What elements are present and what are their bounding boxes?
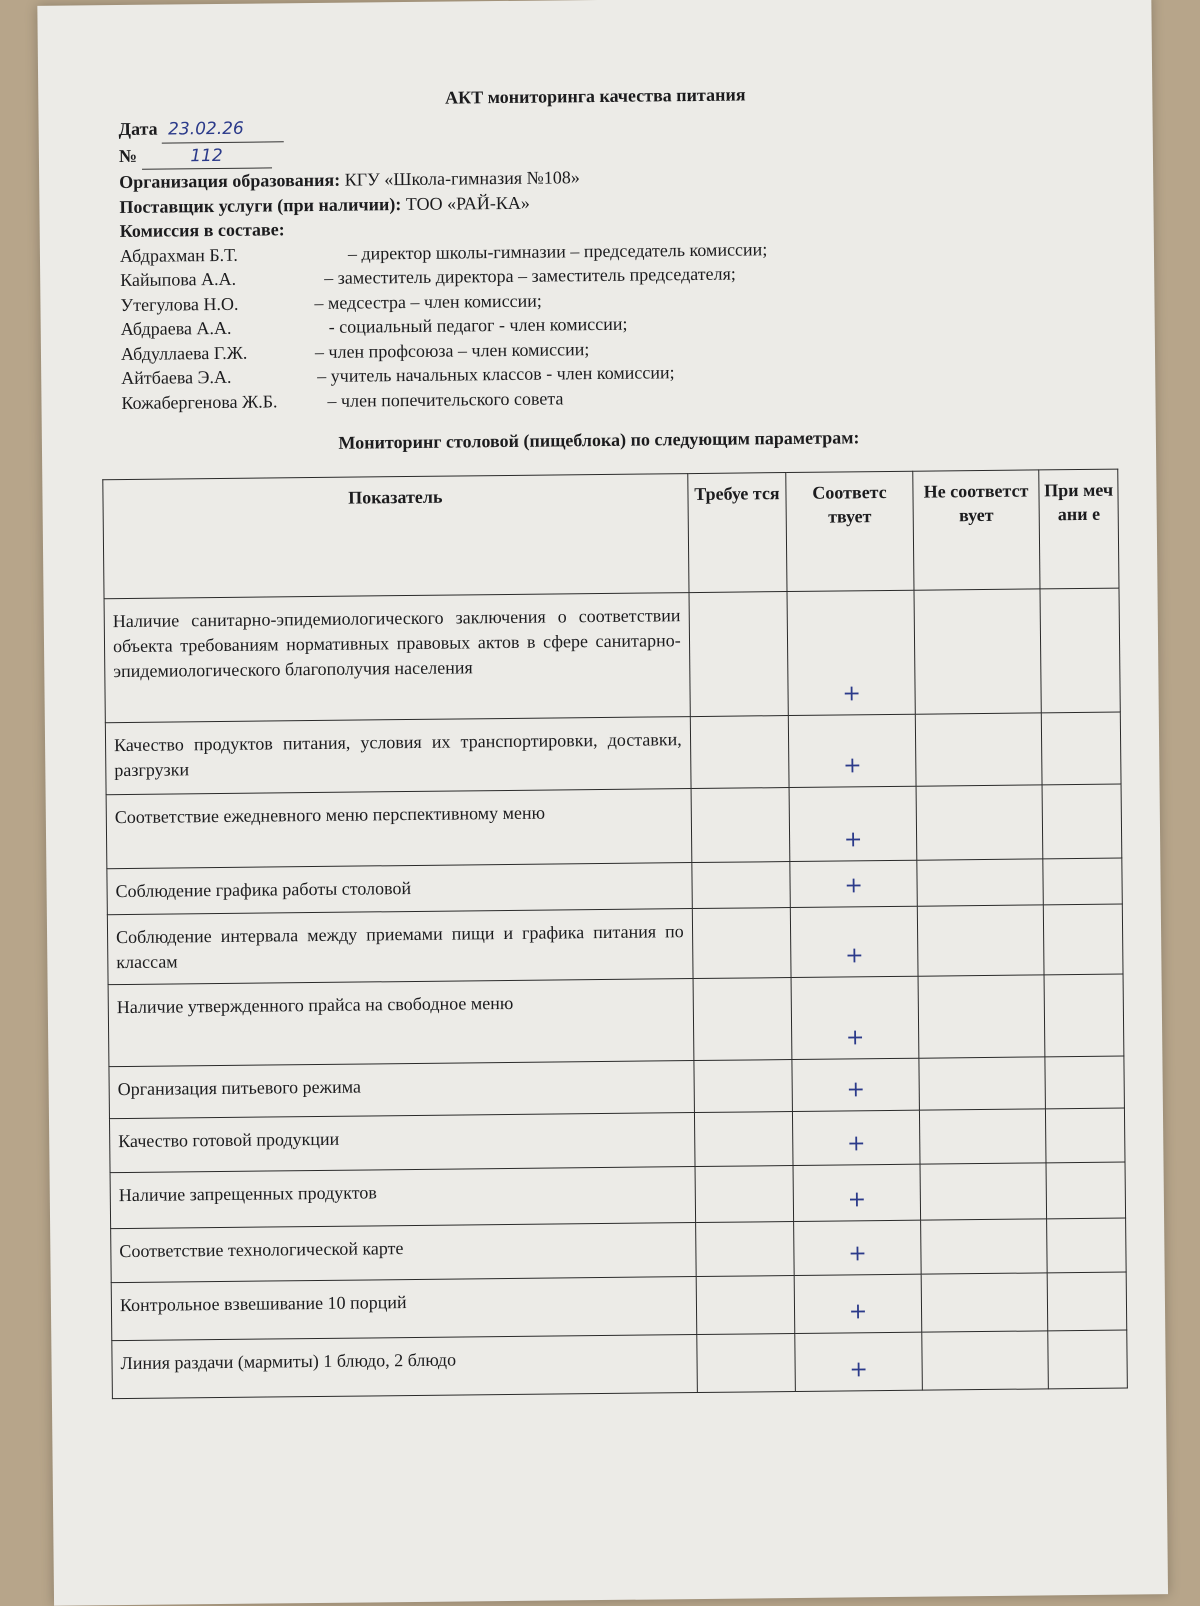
table-row — [112, 1330, 1128, 1399]
commission-label: Комиссия в составе: — [119, 219, 285, 242]
noncompliant-cell — [921, 1273, 1048, 1332]
date-value: 23.02.26 — [162, 116, 284, 143]
compliant-cell — [793, 1164, 920, 1221]
required-cell — [695, 1222, 794, 1277]
required-cell — [691, 862, 790, 909]
handwritten-check-mark: + — [845, 1025, 865, 1051]
member-role: – член попечительского совета — [327, 387, 564, 411]
compliant-cell — [789, 786, 916, 861]
compliant-cell — [793, 1110, 920, 1165]
member-role: – медсестра – член комиссии; — [314, 290, 542, 313]
header-note: При меч ани е — [1039, 469, 1119, 589]
handwritten-check-mark: + — [849, 1357, 869, 1383]
noncompliant-cell — [915, 713, 1042, 786]
table-row — [108, 974, 1124, 1067]
table-header-row — [103, 469, 1119, 599]
noncompliant-cell — [919, 1057, 1046, 1110]
required-cell — [693, 978, 792, 1061]
indicator-cell: Наличие санитарно-эпидемиологического заключения о соответствии объекта требованиям нормативных правовых актов в сфере санитарно-эпидемиологического благополучия населения — [104, 593, 690, 723]
member-name: Кожабергенова Ж.Б. — [121, 390, 278, 413]
date-label: Дата — [118, 118, 158, 140]
member-role: – директор школы-гимназии – председатель комиссии; — [347, 238, 768, 264]
member-name: Абдраева А.А. — [120, 317, 232, 340]
handwritten-check-mark: + — [845, 943, 864, 969]
number-value: 112 — [141, 143, 271, 170]
note-cell — [1042, 712, 1121, 785]
note-cell — [1046, 1162, 1125, 1219]
member-name: Абдрахман Б.Т. — [119, 244, 238, 266]
noncompliant-cell — [914, 589, 1042, 714]
indicator-cell: Организация питьевого режима — [109, 1061, 694, 1119]
noncompliant-cell — [917, 859, 1044, 906]
note-cell — [1043, 858, 1122, 905]
monitoring-table — [102, 469, 1128, 1400]
supplier-value: ТОО «РАЙ-КА» — [405, 192, 530, 214]
handwritten-check-mark: + — [847, 1187, 867, 1213]
indicator-cell: Качество продуктов питания, условия их транспортировки, доставки, разгрузки — [105, 717, 690, 795]
org-label: Организация образования: — [119, 169, 341, 193]
required-cell — [694, 1112, 793, 1167]
header-required: Требуе тся — [687, 473, 787, 593]
supplier-label: Поставщик услуги (при наличии): — [119, 193, 402, 217]
header-noncompliant: Не соответст вует — [913, 470, 1041, 590]
member-name: Айтбаева Э.А. — [121, 366, 232, 389]
indicator-cell: Наличие запрещенных продуктов — [110, 1167, 695, 1229]
indicator-cell: Контрольное взвешивание 10 порций — [111, 1277, 696, 1341]
member-role: – член профсоюза – член комиссии; — [314, 338, 590, 362]
handwritten-check-mark: + — [848, 1241, 867, 1267]
indicator-cell: Линия раздачи (мармиты) 1 блюдо, 2 блюдо — [112, 1335, 697, 1399]
noncompliant-cell — [920, 1219, 1047, 1274]
compliant-cell — [791, 906, 918, 977]
compliant-cell — [794, 1274, 921, 1333]
table-row — [106, 784, 1122, 869]
document-title: АКТ мониторинга качества питания — [444, 84, 746, 108]
header-indicator: Показатель — [103, 474, 689, 599]
note-cell — [1042, 784, 1121, 859]
required-cell — [690, 716, 789, 789]
handwritten-check-mark: + — [848, 1299, 868, 1325]
handwritten-check-mark: + — [842, 681, 861, 707]
note-cell — [1048, 1272, 1127, 1331]
compliant-cell — [794, 1220, 921, 1275]
note-cell — [1044, 904, 1123, 975]
required-cell — [691, 788, 790, 863]
indicator-cell: Качество готовой продукции — [109, 1113, 694, 1173]
handwritten-check-mark: + — [846, 1131, 866, 1157]
table-row — [105, 712, 1121, 795]
required-cell — [696, 1334, 795, 1393]
noncompliant-cell — [917, 905, 1044, 976]
noncompliant-cell — [918, 975, 1045, 1058]
required-cell — [695, 1166, 794, 1223]
member-name: Абдуллаева Г.Ж. — [120, 342, 248, 364]
required-cell — [694, 1060, 793, 1113]
member-role: – заместитель директора – заместитель председателя; — [324, 263, 736, 288]
handwritten-check-mark: + — [846, 1077, 866, 1103]
indicator-cell: Соблюдение графика работы столовой — [107, 863, 692, 915]
indicator-cell: Соответствие ежедневного меню перспективному меню — [106, 789, 691, 869]
compliant-cell — [791, 976, 918, 1059]
note-cell — [1040, 588, 1120, 713]
member-name: Кайыпова А.А. — [120, 268, 237, 291]
number-label: № — [118, 145, 138, 166]
compliant-cell — [790, 860, 917, 907]
note-cell — [1045, 1056, 1124, 1109]
indicator-cell: Соответствие технологической карте — [111, 1223, 696, 1283]
noncompliant-cell — [919, 1109, 1046, 1164]
handwritten-check-mark: + — [843, 753, 862, 779]
handwritten-check-mark: + — [844, 873, 863, 899]
handwritten-check-mark: + — [843, 827, 863, 853]
required-cell — [692, 908, 791, 979]
note-cell — [1044, 974, 1123, 1057]
member-role: – учитель начальных классов - член комиссии; — [317, 362, 675, 386]
compliant-cell — [795, 1332, 922, 1391]
org-value: КГУ «Школа-гимназия №108» — [344, 167, 580, 190]
header-compliant: Соответс твует — [786, 471, 914, 591]
required-cell — [696, 1276, 795, 1335]
compliant-cell — [787, 590, 915, 715]
noncompliant-cell — [920, 1163, 1047, 1220]
noncompliant-cell — [922, 1331, 1049, 1390]
document-page — [37, 0, 1168, 1606]
member-role: - социальный педагог - член комиссии; — [328, 313, 628, 337]
indicator-cell: Соблюдение интервала между приемами пищи и графика питания по классам — [107, 909, 692, 985]
table-row — [104, 588, 1120, 723]
compliant-cell — [792, 1058, 919, 1111]
compliant-cell — [789, 714, 916, 787]
table-row — [111, 1272, 1127, 1341]
required-cell — [689, 592, 789, 717]
document-header — [118, 107, 1041, 415]
section-title: Мониторинг столовой (пищеблока) по следующим параметрам: — [338, 427, 860, 453]
note-cell — [1046, 1108, 1125, 1163]
noncompliant-cell — [916, 785, 1043, 860]
note-cell — [1047, 1218, 1126, 1273]
indicator-cell: Наличие утвержденного прайса на свободное меню — [108, 979, 693, 1067]
note-cell — [1048, 1330, 1127, 1389]
member-name: Утегулова Н.О. — [120, 293, 239, 315]
table-row — [107, 904, 1123, 985]
